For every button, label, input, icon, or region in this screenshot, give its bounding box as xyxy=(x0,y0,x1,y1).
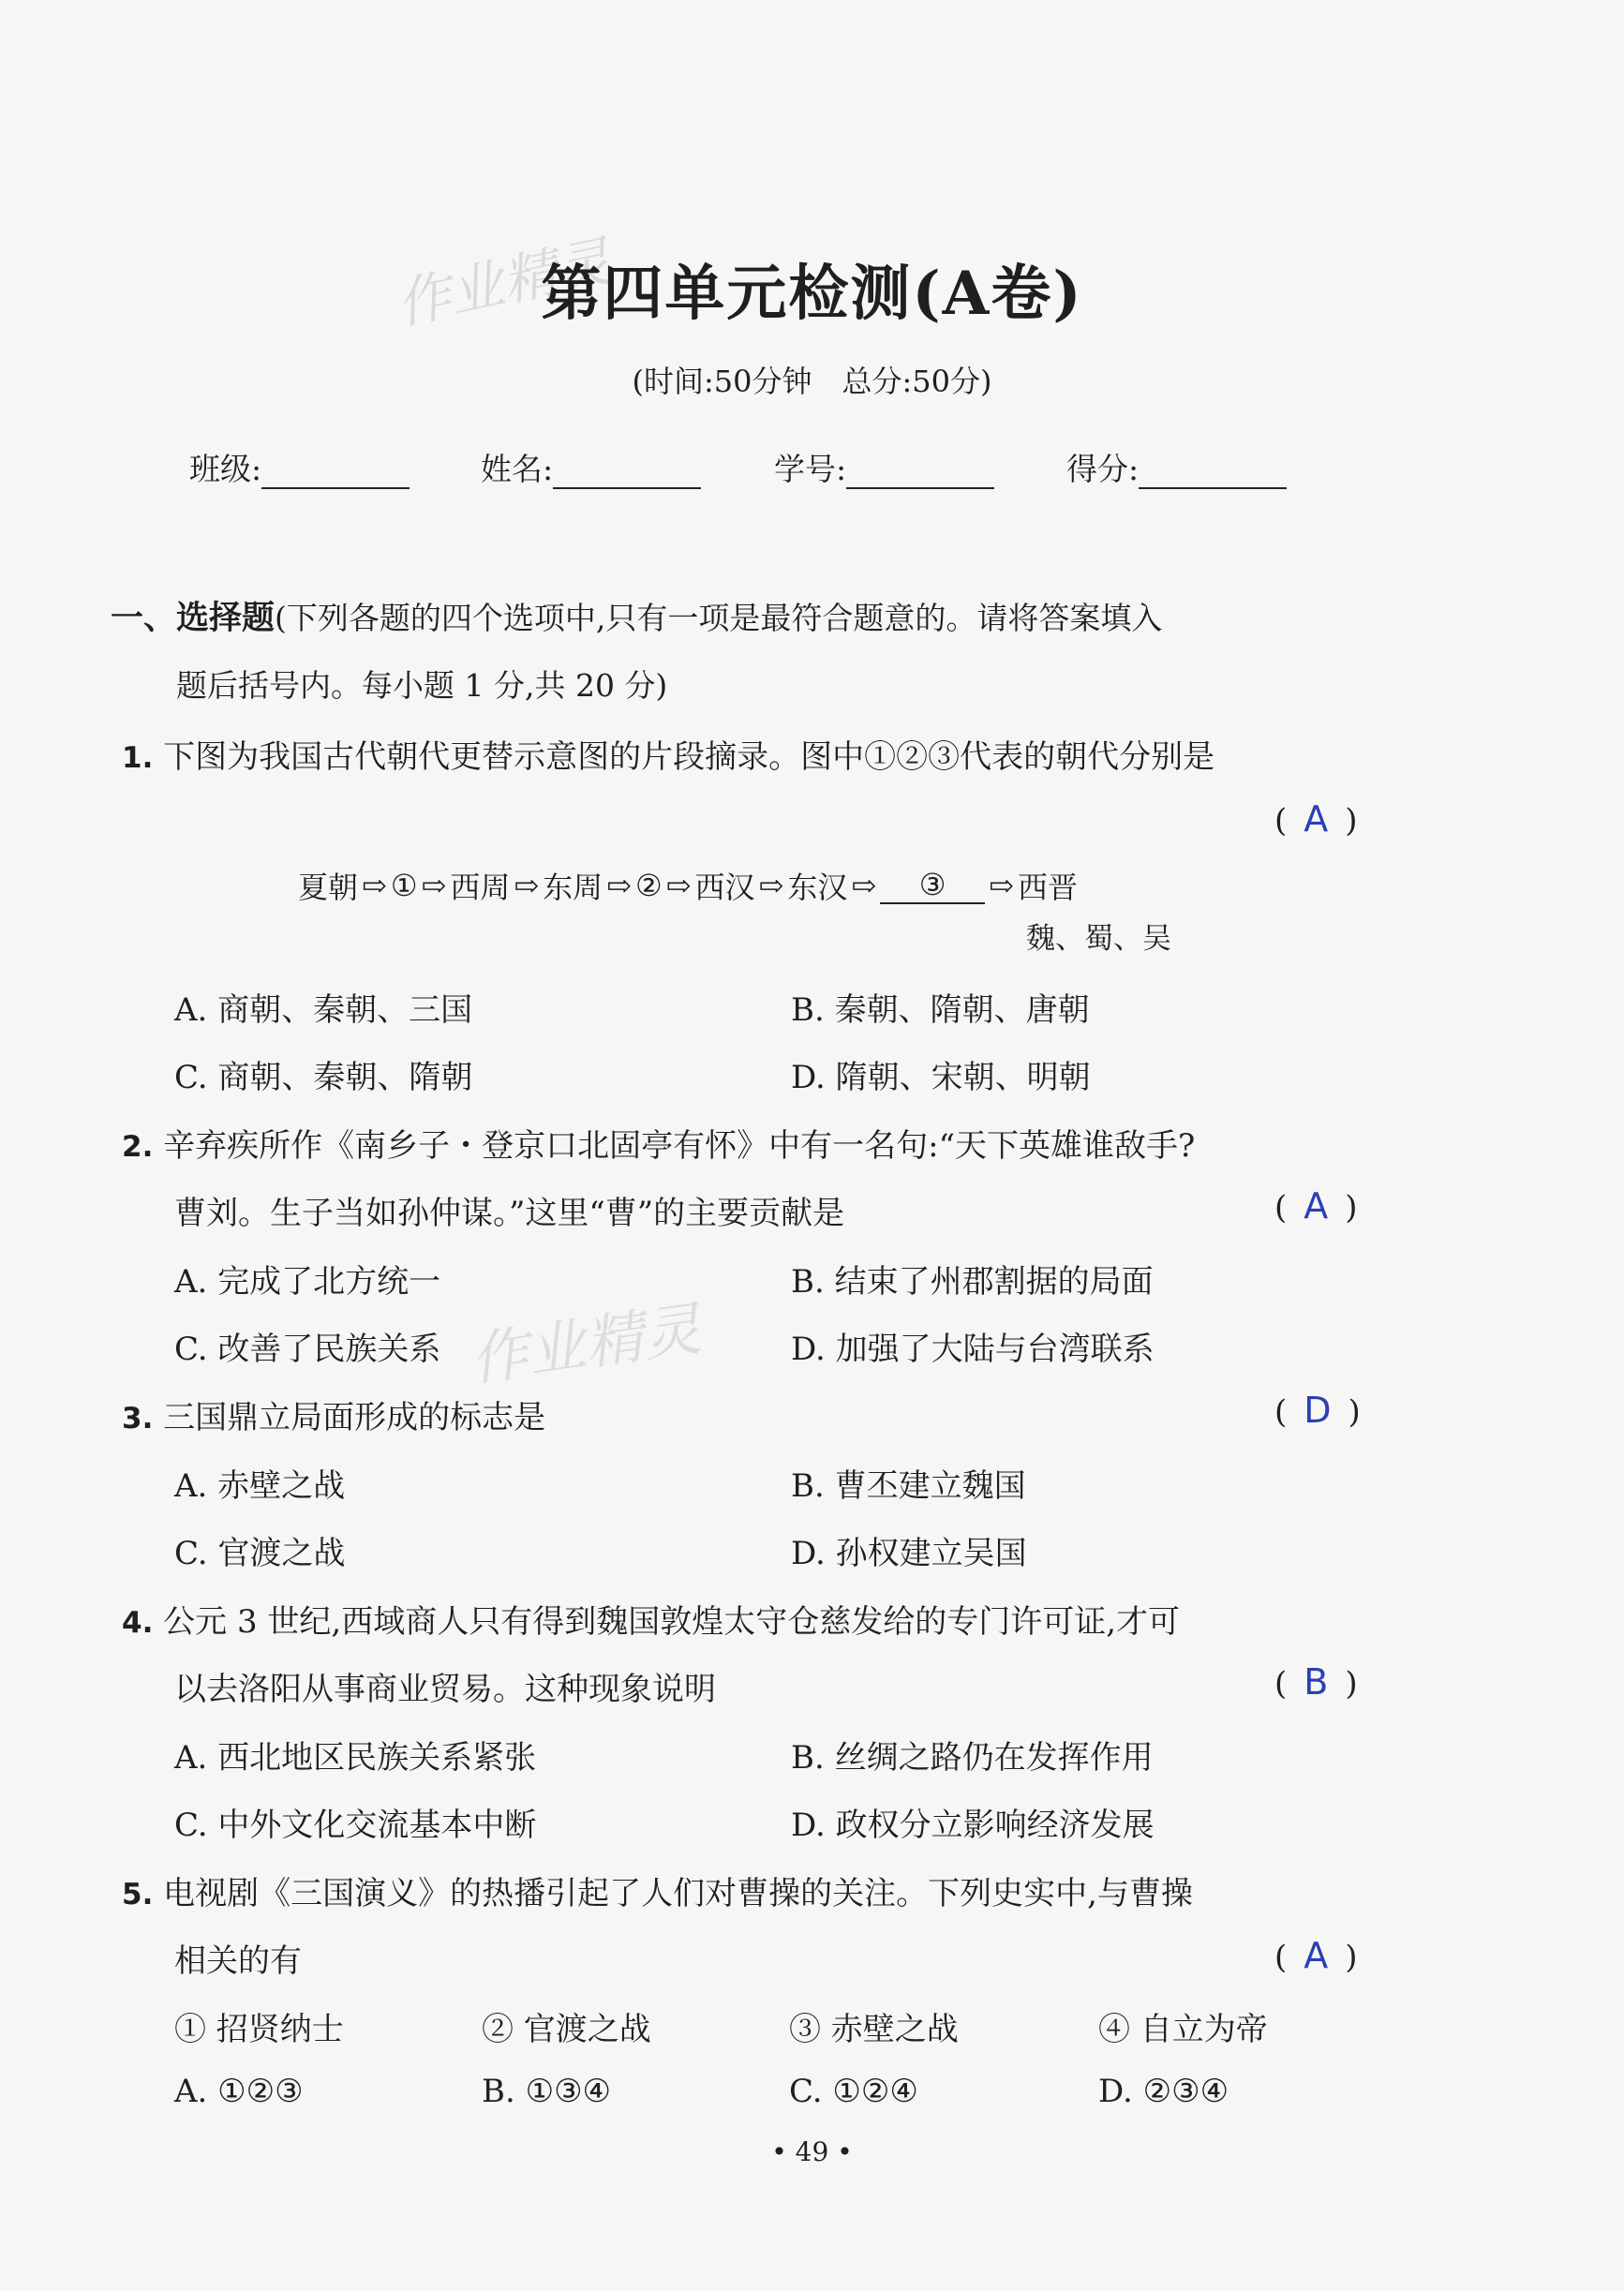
flow-node: 东汉 xyxy=(787,870,848,905)
option-a[interactable]: A. 商朝、秦朝、三国 xyxy=(174,991,473,1029)
dynasty-flow-diagram xyxy=(298,864,1078,907)
option-c[interactable]: C. 改善了民族关系 xyxy=(174,1331,441,1368)
option-b[interactable]: B. 丝绸之路仍在发挥作用 xyxy=(791,1739,1154,1777)
question-text: 电视剧《三国演义》的热播引起了人们对曹操的关注。下列史实中,与曹操 xyxy=(163,1875,1193,1912)
option-c[interactable]: C. 商朝、秦朝、隋朝 xyxy=(174,1059,473,1096)
statement-item: ③ 赤壁之战 xyxy=(789,2011,959,2048)
class-blank[interactable] xyxy=(261,459,410,489)
question-text: 辛弃疾所作《南乡子・登京口北固亭有怀》中有一名句:“天下英雄谁敌手? xyxy=(163,1127,1196,1165)
arrow-right-icon: ⇨ xyxy=(989,868,1014,903)
section-instruction: (下列各题的四个选项中,只有一项是最符合题意的。请将答案填入 xyxy=(275,600,1163,636)
question-number: 2. xyxy=(122,1130,154,1164)
arrow-right-icon: ⇨ xyxy=(665,868,692,903)
flow-sub-label: 魏、蜀、吴 xyxy=(1026,922,1171,956)
student-id-blank[interactable] xyxy=(846,459,994,489)
question-text: 下图为我国古代朝代更替示意图的片段摘录。图中①②③代表的朝代分别是 xyxy=(163,738,1215,776)
option-d[interactable]: D. 隋朝、宋朝、明朝 xyxy=(791,1059,1091,1096)
question-4-cont: 以去洛阳从事商业贸易。这种现象说明 xyxy=(174,1671,716,1708)
answer-bracket-3[interactable]: ( D ) xyxy=(1274,1390,1361,1431)
flow-node: 东周 xyxy=(543,870,603,905)
answer-mark: B xyxy=(1304,1661,1329,1703)
option-b[interactable]: B. 秦朝、隋朝、唐朝 xyxy=(791,991,1090,1029)
flow-node: 西周 xyxy=(450,870,511,905)
question-4 xyxy=(122,1596,1180,1642)
name-blank[interactable] xyxy=(553,459,701,489)
question-text: 三国鼎立局面形成的标志是 xyxy=(163,1399,546,1436)
flow-node: 西汉 xyxy=(694,870,755,905)
question-5 xyxy=(122,1867,1193,1913)
score-blank[interactable] xyxy=(1139,459,1287,489)
question-1 xyxy=(122,731,1214,777)
question-text: 公元 3 世纪,西域商人只有得到魏国敦煌太守仓慈发给的专门许可证,才可 xyxy=(163,1603,1181,1641)
flow-node: 西晋 xyxy=(1017,870,1078,905)
arrow-right-icon: ⇨ xyxy=(421,868,447,903)
question-number: 3. xyxy=(122,1402,154,1436)
question-number: 4. xyxy=(122,1606,154,1640)
answer-bracket-2[interactable]: ( A ) xyxy=(1274,1185,1358,1227)
arrow-right-icon: ⇨ xyxy=(851,868,877,903)
option-d[interactable]: D. 孙权建立吴国 xyxy=(791,1535,1027,1572)
name-label: 姓名: xyxy=(481,451,554,487)
exam-subtitle: (时间:50分钟 总分:50分) xyxy=(632,364,992,399)
question-number: 1. xyxy=(122,741,154,775)
name-field[interactable] xyxy=(481,445,701,489)
answer-mark: A xyxy=(1304,798,1329,840)
option-c[interactable]: C. 官渡之战 xyxy=(174,1535,346,1572)
answer-mark: A xyxy=(1304,1185,1329,1227)
arrow-right-icon: ⇨ xyxy=(606,868,632,903)
question-3 xyxy=(122,1391,545,1437)
class-field[interactable] xyxy=(189,445,410,489)
page-title: 第四单元检测(A卷) xyxy=(541,259,1083,329)
student-id-label: 学号: xyxy=(774,451,847,487)
flow-blank-node: ③ xyxy=(880,867,985,904)
answer-mark: D xyxy=(1304,1390,1332,1431)
score-label: 得分: xyxy=(1066,451,1140,487)
answer-mark: A xyxy=(1304,1935,1329,1976)
statement-item: ② 官渡之战 xyxy=(482,2011,651,2048)
question-5-cont: 相关的有 xyxy=(174,1942,302,1980)
flow-node: ② xyxy=(634,868,663,903)
flow-node: ① xyxy=(390,868,418,903)
class-label: 班级: xyxy=(189,451,262,487)
watermark: 作业精灵 xyxy=(390,229,617,337)
statement-item: ④ 自立为帝 xyxy=(1098,2011,1268,2048)
option-d[interactable]: D. ②③④ xyxy=(1098,2073,1229,2110)
option-c[interactable]: C. ①②④ xyxy=(789,2073,918,2110)
option-a[interactable]: A. ①②③ xyxy=(174,2073,304,2110)
option-b[interactable]: B. 结束了州郡割据的局面 xyxy=(791,1263,1154,1301)
answer-bracket-4[interactable]: ( B ) xyxy=(1274,1661,1358,1703)
option-b[interactable]: B. 曹丕建立魏国 xyxy=(791,1467,1026,1505)
option-b[interactable]: B. ①③④ xyxy=(482,2073,612,2110)
option-a[interactable]: A. 完成了北方统一 xyxy=(174,1263,441,1301)
option-d[interactable]: D. 政权分立影响经济发展 xyxy=(791,1807,1155,1844)
answer-bracket-5[interactable]: ( A ) xyxy=(1274,1935,1358,1976)
section-instruction-cont: 题后括号内。每小题 1 分,共 20 分) xyxy=(176,667,668,704)
option-a[interactable]: A. 西北地区民族关系紧张 xyxy=(174,1739,537,1777)
arrow-right-icon: ⇨ xyxy=(362,868,387,903)
section-heading xyxy=(111,592,1162,639)
watermark: 作业精灵 xyxy=(465,1294,706,1394)
statement-item: ① 招贤纳士 xyxy=(174,2011,344,2048)
question-2-cont: 曹刘。生子当如孙仲谋。”这里“曹”的主要贡献是 xyxy=(174,1195,845,1232)
arrow-right-icon: ⇨ xyxy=(758,868,784,903)
flow-node: 夏朝 xyxy=(298,870,359,905)
question-2 xyxy=(122,1120,1195,1166)
option-d[interactable]: D. 加强了大陆与台湾联系 xyxy=(791,1331,1155,1368)
score-field[interactable] xyxy=(1066,445,1287,489)
arrow-right-icon: ⇨ xyxy=(514,868,540,903)
page-number: • 49 • xyxy=(771,2136,853,2167)
student-id-field[interactable] xyxy=(774,445,994,489)
option-a[interactable]: A. 赤壁之战 xyxy=(174,1467,346,1505)
question-number: 5. xyxy=(122,1878,154,1912)
answer-bracket-1[interactable]: ( A ) xyxy=(1274,798,1358,840)
option-c[interactable]: C. 中外文化交流基本中断 xyxy=(174,1807,537,1844)
section-title: 一、选择题 xyxy=(111,599,276,637)
